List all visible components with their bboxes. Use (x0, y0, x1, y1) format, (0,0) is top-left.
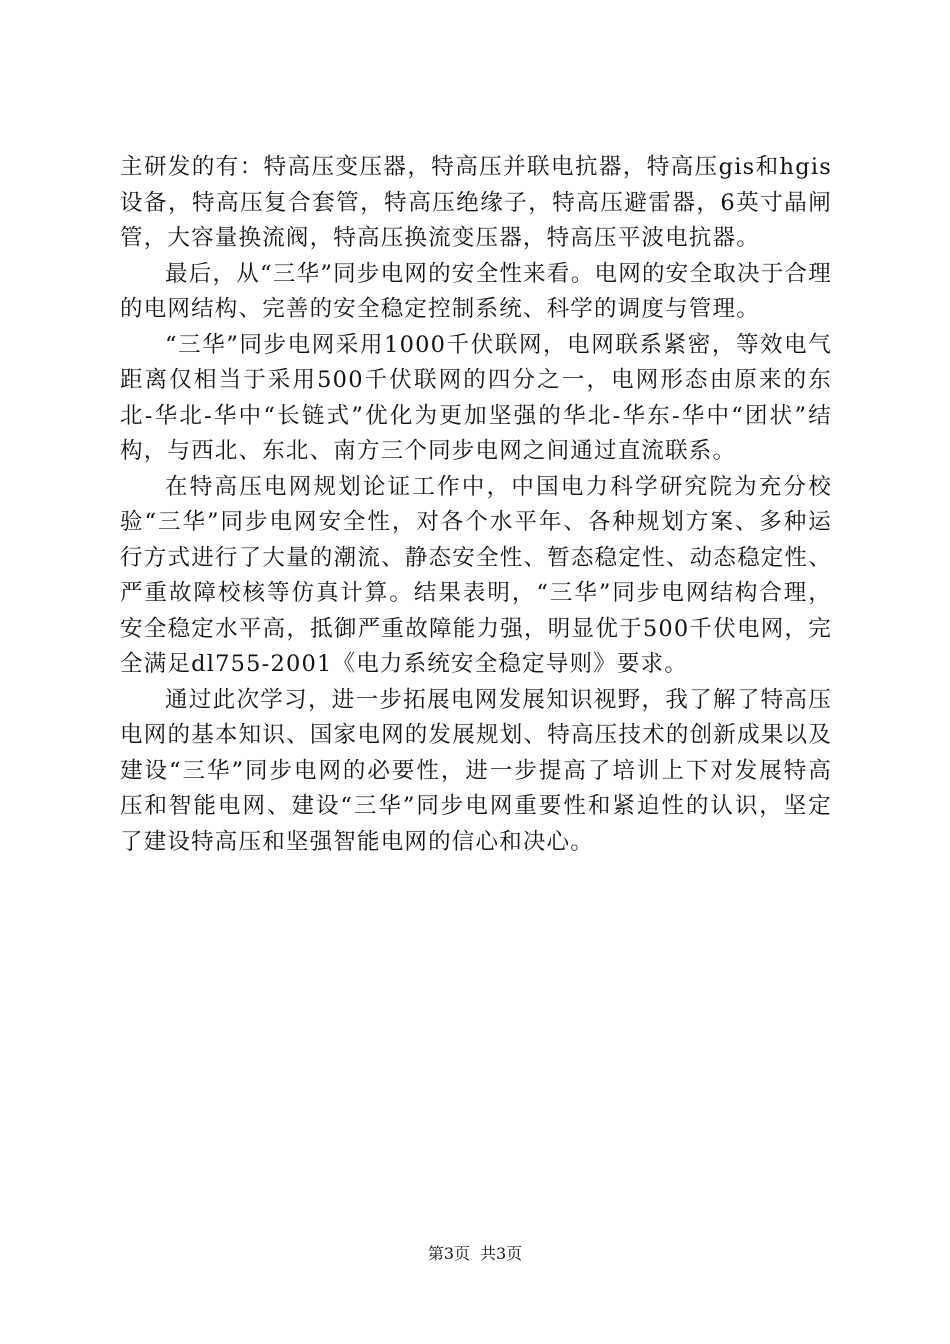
page-footer (0, 1244, 950, 1264)
paragraph-conclusion: 通过此次学习，进一步拓展电网发展知识视野，我了解了特高压电网的基本知识、国家电网的发展规划、特高压技术的创新成果以及建设“三华”同步电网的必要性，进一步提高了培训上下对发展特高压和智能电网、建设“三华”同步电网重要性和紧迫性的认识，坚定了建设特高压和坚强智能电网的信心和决心。 (120, 686, 832, 855)
document-body (120, 150, 832, 860)
page-number: 第3页 (427, 1244, 470, 1263)
paragraph-planning-verification: 在特高压电网规划论证工作中，中国电力科学研究院为充分校验“三华”同步电网安全性，对各个水平年、各种规划方案、多种运行方式进行了大量的潮流、静态安全性、暂态稳定性、动态稳定性、严重故障校核等仿真计算。结果表明，“三华”同步电网结构合理，安全稳定水平高，抵御严重故障能力强，明显优于500千伏电网，完全满足dl755-2001《电力系统安全稳定导则》要求。 (120, 473, 832, 677)
paragraph-continued: 主研发的有：特高压变压器，特高压并联电抗器，特高压gis和hgis设备，特高压复合套管，特高压绝缘子，特高压避雷器，6英寸晶闸管，大容量换流阀，特高压换流变压器，特高压平波电抗器。 (120, 154, 832, 251)
paragraph-grid-structure: “三华”同步电网采用1000千伏联网，电网联系紧密，等效电气距离仅相当于采用500千伏联网的四分之一，电网形态由原来的东北-华北-华中“长链式”优化为更加坚强的华北-华东-华中“团状”结构，与西北、东北、南方三个同步电网之间通过直流联系。 (120, 331, 832, 464)
page-total: 共3页 (480, 1244, 523, 1263)
paragraph-safety-intro: 最后，从“三华”同步电网的安全性来看。电网的安全取决于合理的电网结构、完善的安全稳定控制系统、科学的调度与管理。 (120, 260, 832, 322)
